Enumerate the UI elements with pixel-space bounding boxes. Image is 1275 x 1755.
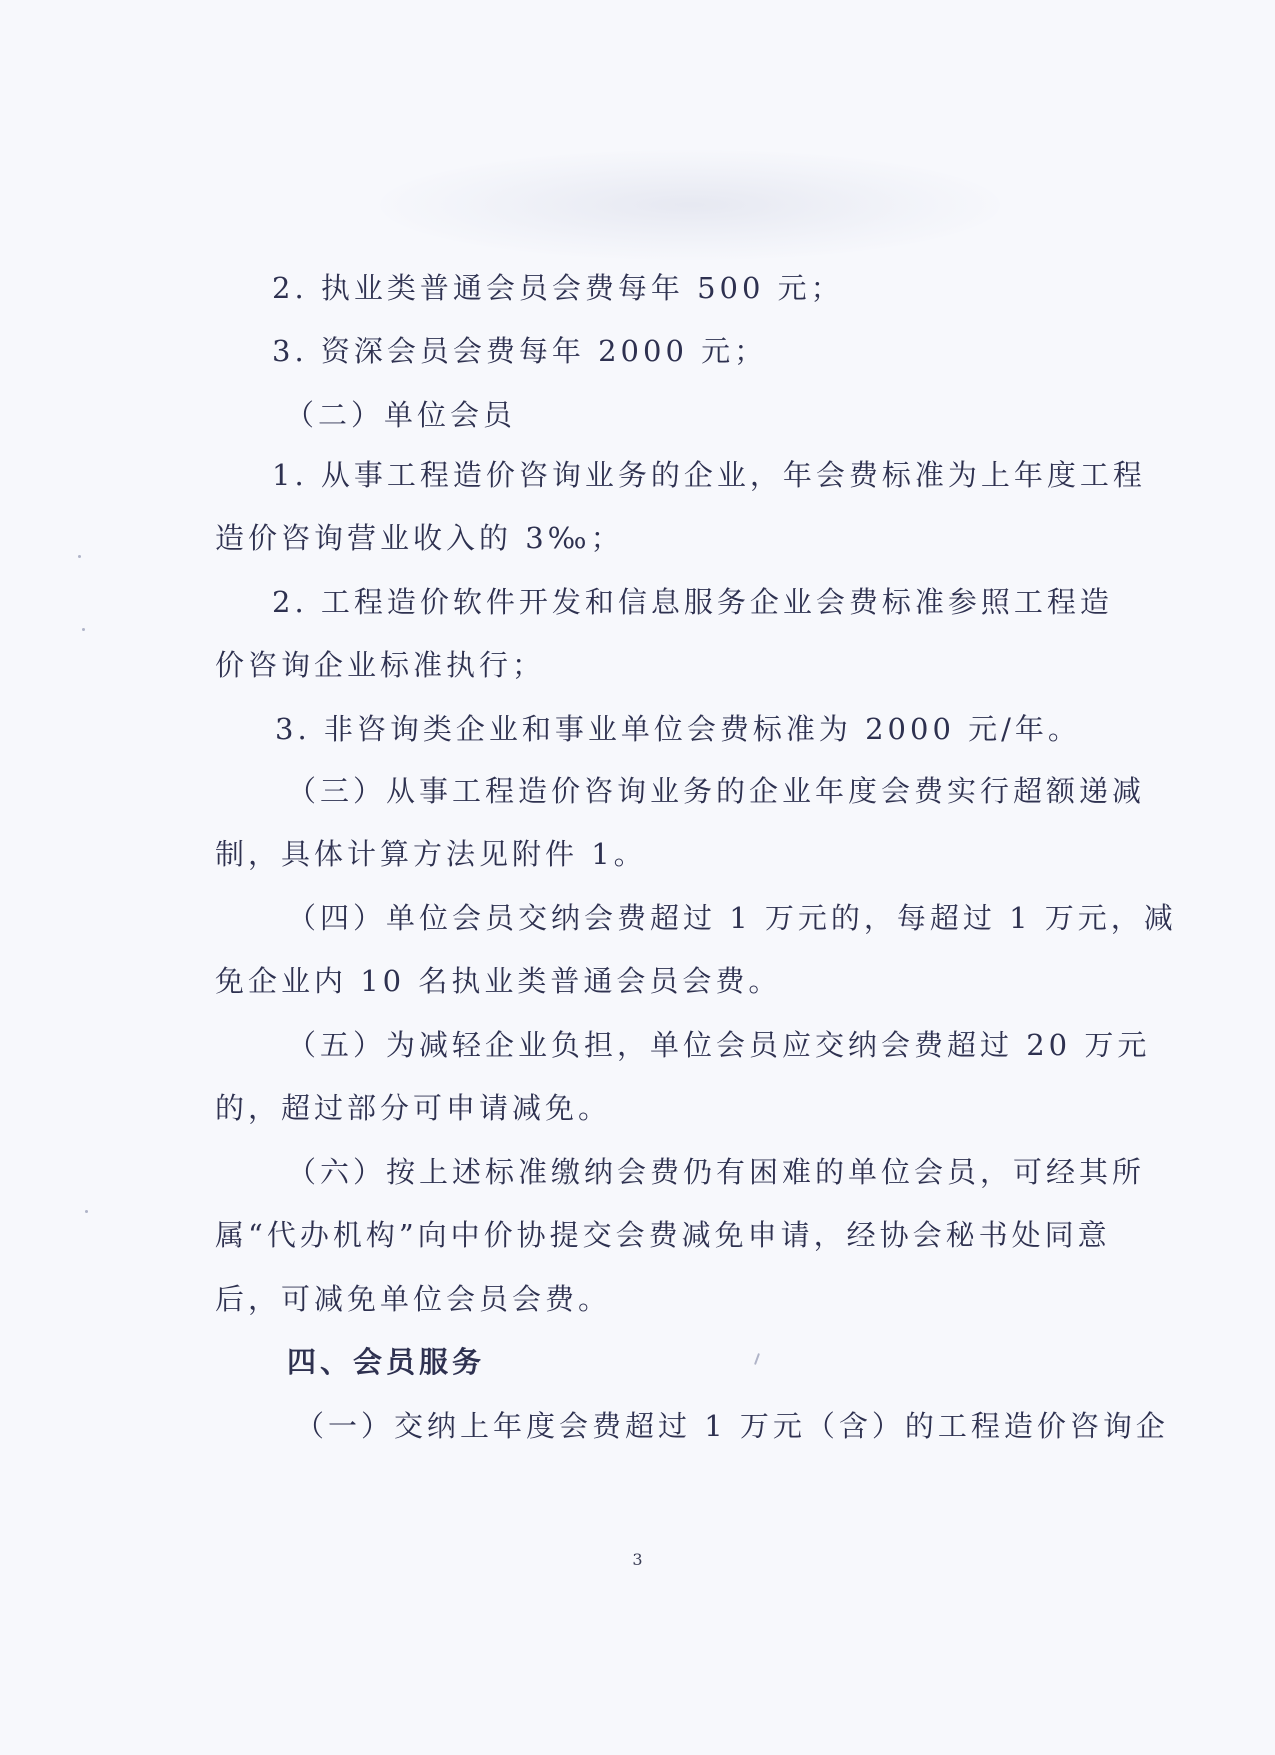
scan-speck xyxy=(85,1210,88,1213)
text-line-regressive-fee-cont: 制，具体计算方法见附件 1。 xyxy=(215,837,647,871)
section-unit-members: （二）单位会员 xyxy=(285,398,517,432)
text-line-burden-reduction: （五）为减轻企业负担，单位会员应交纳会费超过 20 万元 xyxy=(287,1028,1151,1062)
scan-smudge xyxy=(380,150,1000,260)
text-line-non-consulting-fee: 3. 非咨询类企业和事业单位会费标准为 2000 元/年。 xyxy=(275,712,1081,746)
section-heading-member-services: 四、会员服务 xyxy=(287,1345,486,1379)
text-line-consulting-enterprise-fee: 1. 从事工程造价咨询业务的企业，年会费标准为上年度工程 xyxy=(272,458,1146,492)
text-line-hardship-exemption-cont: 属“代办机构”向中价协提交会费减免申请，经协会秘书处同意 xyxy=(215,1218,1111,1252)
text-line-member-services-first: （一）交纳上年度会费超过 1 万元（含）的工程造价咨询企 xyxy=(295,1409,1169,1443)
text-line-software-enterprise-fee-cont: 价咨询企业标准执行； xyxy=(215,648,546,682)
scan-speck xyxy=(82,628,85,631)
text-line-hardship-exemption-end: 后，可减免单位会员会费。 xyxy=(215,1282,612,1316)
scan-speck xyxy=(78,555,81,558)
text-line-consulting-enterprise-fee-cont: 造价咨询营业收入的 3‰； xyxy=(215,521,624,555)
text-line-fee-exemption: （四）单位会员交纳会费超过 1 万元的，每超过 1 万元，减 xyxy=(287,901,1177,935)
text-line-software-enterprise-fee: 2. 工程造价软件开发和信息服务企业会费标准参照工程造 xyxy=(272,585,1113,619)
scan-speck xyxy=(754,1353,760,1365)
text-line-fee-practicing-member: 2. 执业类普通会员会费每年 500 元； xyxy=(272,271,844,305)
text-line-fee-senior-member: 3. 资深会员会费每年 2000 元； xyxy=(272,334,768,368)
text-line-hardship-exemption: （六）按上述标准缴纳会费仍有困难的单位会员，可经其所 xyxy=(287,1155,1146,1189)
text-line-fee-exemption-cont: 免企业内 10 名执业类普通会员会费。 xyxy=(215,964,782,998)
text-line-burden-reduction-cont: 的，超过部分可申请减免。 xyxy=(215,1091,612,1125)
text-line-regressive-fee: （三）从事工程造价咨询业务的企业年度会费实行超额递减 xyxy=(287,774,1146,808)
page-number: 3 xyxy=(632,1550,643,1569)
